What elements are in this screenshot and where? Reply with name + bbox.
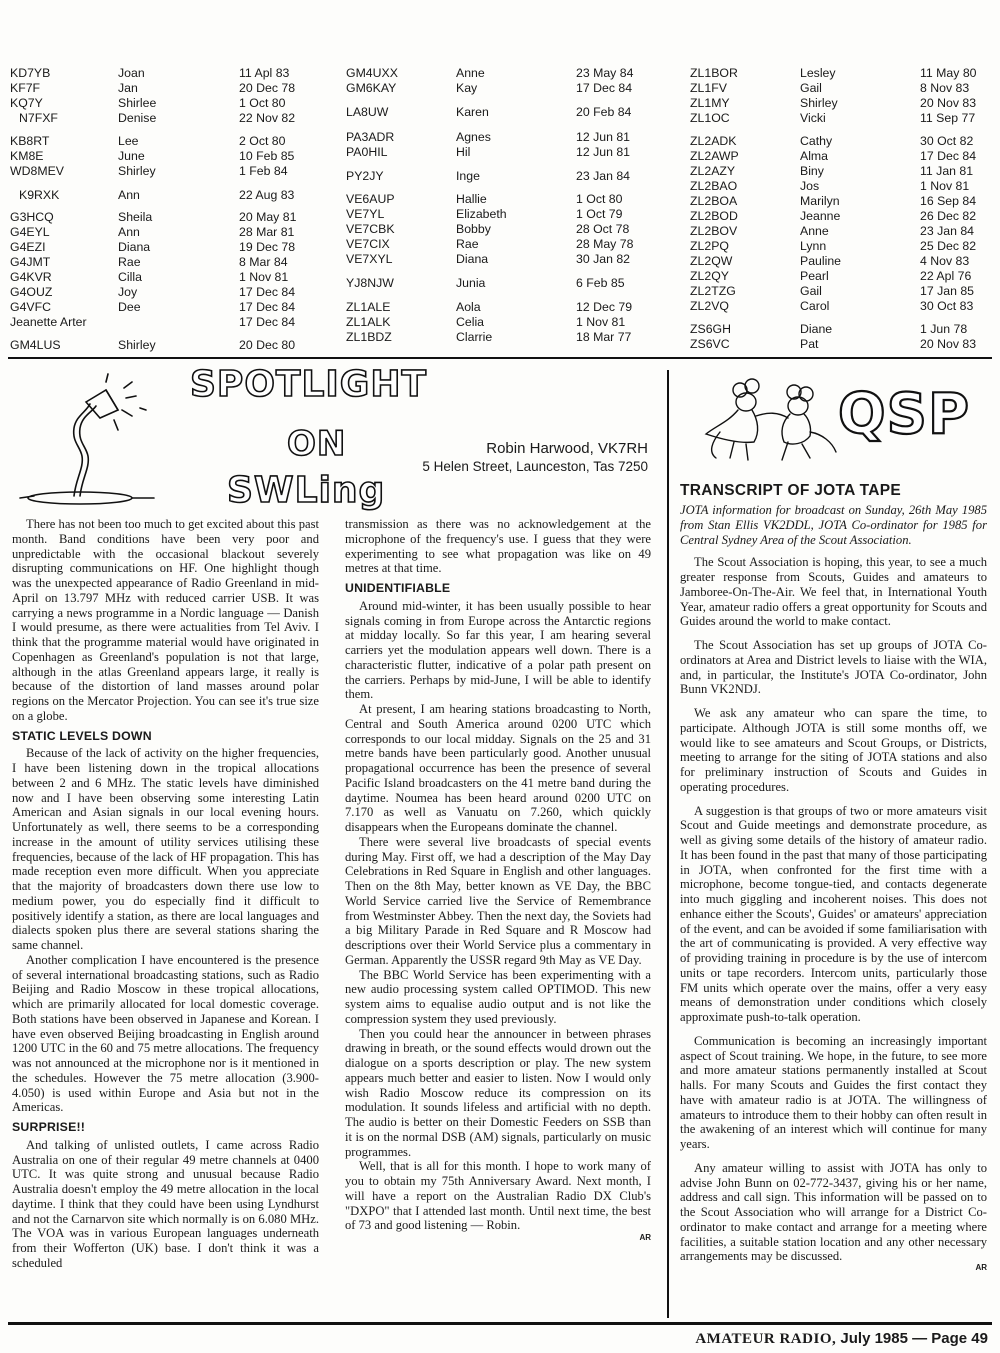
- callsign-call: KM8E: [10, 149, 44, 163]
- callsign-call: GM4LUS: [10, 338, 61, 352]
- callsign-call: YJ8NJW: [346, 276, 394, 290]
- article-intro: JOTA information for broadcast on Sunday, 26th May 1985 from Stan Ellis VK2DDL, JOTA Co-ordinator for 1985 for Central Sydney Area of the Scout Association.: [680, 503, 987, 547]
- callsign-date: 11 Apl 83: [239, 66, 290, 80]
- callsign-date: 1 Oct 79: [576, 207, 623, 221]
- callsign-call: ZL2BOA: [690, 194, 738, 208]
- callsign-name: Aola: [456, 300, 481, 314]
- callsign-date: 25 Dec 82: [920, 239, 977, 253]
- callsign-call: ZL2PQ: [690, 239, 729, 253]
- callsign-call: ZL1ALK: [346, 315, 391, 329]
- spotlight-column-1: [12, 517, 319, 1317]
- callsign-call: PA0HIL: [346, 145, 388, 159]
- callsign-date: 30 Oct 83: [920, 299, 974, 313]
- callsign-date: 1 Feb 84: [239, 164, 288, 178]
- qsp-body: [680, 503, 987, 1318]
- callsign-call: G3HCQ: [10, 210, 54, 224]
- callsign-call: ZL2ADK: [690, 134, 737, 148]
- callsign-name: Lynn: [800, 239, 827, 253]
- callsign-name: Dee: [118, 300, 141, 314]
- end-mark: AR: [975, 1263, 987, 1272]
- callsign-call: ZL2AZY: [690, 164, 736, 178]
- callsign-name: Biny: [800, 164, 824, 178]
- callsign-date: 1 Oct 80: [576, 192, 623, 206]
- callsign-name: Ann: [118, 188, 140, 202]
- callsign-name: Alma: [800, 149, 829, 163]
- callsign-date: 8 Mar 84: [239, 255, 288, 269]
- callsign-call: ZL2AWP: [690, 149, 739, 163]
- callsign-call: G4KVR: [10, 270, 52, 284]
- callsign-call: VE6AUP: [346, 192, 395, 206]
- author-name: Robin Harwood, VK7RH: [486, 440, 648, 457]
- callsign-call: KD7YB: [10, 66, 51, 80]
- callsign-date: 1 Oct 80: [239, 96, 286, 110]
- callsign-call: KF7F: [10, 81, 41, 95]
- callsign-date: 18 Mar 77: [576, 330, 632, 344]
- callsign-name: Pearl: [800, 269, 829, 283]
- callsign-name: Rae: [118, 255, 141, 269]
- callsign-date: 12 Dec 79: [576, 300, 633, 314]
- banner-on: ON: [287, 424, 347, 464]
- callsign-name: Anne: [800, 224, 829, 238]
- body-paragraph: transmission as there was no acknowledgement at the microphone of the frequency's use. I guess that they were experimenting to see what propagation was like on 49 metres at that time.: [345, 517, 651, 576]
- body-paragraph: Then you could hear the announcer in between phrases drawing in breath, or the sound effects would drown out the dialogue on a sports description or play. The new system appears much better and easier to listen. Now I would only wish Radio Moscow reduce its compression on its modulation. It sounds lifeless and artificial with no depth. The audio is better on their Domestic Feeders on SSB than it is on the normal DSB (AM) signals, particularly on music programmes.: [345, 1026, 651, 1159]
- callsign-call: GM4UXX: [346, 66, 398, 80]
- callsign-call: WD8MEV: [10, 164, 64, 178]
- callsign-date: 2 Oct 80: [239, 134, 286, 148]
- callsign-name: Hallie: [456, 192, 487, 206]
- callsign-date: 26 Dec 82: [920, 209, 977, 223]
- body-paragraph: At present, I am hearing stations broadcasting to North, Central and South America around 0200 UTC which corresponds to our local midday. Signals on the 25 and 31 metre bands have been particularly good. Another unusual propagational occurrence has been the presence of several Pacific Island broadcasters on the 41 metre band during the daytime. Noumea has been heard around 0200 UTC on 7.170 as well as Vanuatu on 7.260, which quickly disappears when the Europeans dominate the channel.: [345, 702, 651, 834]
- body-paragraph: Around mid-winter, it has been usually possible to hear signals coming in from Europe across the Antarctic regions at midday locally. So far this year, I am hearing several carriers yet the modulation appears well down. There is a characteristic flutter, indicative of a polar path present on the carriers. Perhaps by mid-June, I will be able to identify them.: [345, 598, 651, 702]
- callsign-name: Jos: [800, 179, 820, 193]
- section-heading: SURPRISE!!: [12, 1120, 86, 1134]
- callsign-call: ZL1BOR: [690, 66, 738, 80]
- column-divider: [667, 370, 669, 1318]
- callsign-name: Elizabeth: [456, 207, 507, 221]
- body-paragraph: The Scout Association has set up groups of JOTA Co-ordinators at Area and District levels to liaise with the WIA, and, in particular, the Institute's JOTA Co-ordinator, John Bunn VK2NDJ.: [680, 638, 987, 697]
- body-paragraph: We ask any amateur who can spare the time, to participate. Although JOTA is still some months off, we would like to see amateurs and Scout Groups, or Districts, meeting to arrange for the siting of JOTA stations and also for preliminary instruction of Scouts and Guides in operating procedures.: [680, 706, 987, 794]
- callsign-call: VE7CBK: [346, 222, 395, 236]
- callsign-name: Diana: [118, 240, 151, 254]
- callsign-name: Celia: [456, 315, 485, 329]
- callsign-date: 20 Nov 83: [920, 96, 977, 110]
- callsign-call: ZL2TZG: [690, 284, 736, 298]
- dancing-mice-illustration: [698, 372, 840, 470]
- callsign-date: 11 Sep 77: [920, 111, 976, 125]
- callsign-name: Hil: [456, 145, 471, 159]
- callsign-name: Cilla: [118, 270, 142, 284]
- callsign-column-2: [346, 66, 646, 356]
- callsign-date: 11 May 80: [920, 66, 977, 80]
- body-paragraph: A suggestion is that groups of two or more amateurs visit Scout and Guide meetings and demonstrate procedure, as well as giving some details of the history of amateur radio. It has been found in the past that many of those participating in JOTA, when confronted for the first time with a microphone, become tongue-tied, and contacts degenerate into much giggling and incoherent noises. This does not enhance either the Scouts', Guides' or amateurs' appreciation of the event, and can be avoided if some familiarisation with the art of communicating is provided. A very effective way of providing training in procedure is by the use of intercom units or tape recorders. Intercom units, particularly those FM units which operate over the mains, offer a very easy means of demonstration under conditions which closely approximate push-to-talk operation.: [680, 803, 987, 1024]
- callsign-date: 17 Dec 84: [576, 81, 633, 95]
- callsign-name: Jeanne: [800, 209, 841, 223]
- callsign-call: G4VFC: [10, 300, 51, 314]
- callsign-date: 17 Dec 84: [920, 149, 977, 163]
- body-paragraph: Communication is becoming an increasingly important aspect of Scout training. We hope, in the future, to see more and more amateur stations permanently installed at Scout halls. For many Scouts and Guides the first contact they have with amateur radio is at JOTA. The willingness of amateurs to introduce them to their hobby can often result in the awakening of an interest which will continue for many years.: [680, 1033, 987, 1151]
- callsign-name: Denise: [118, 111, 157, 125]
- callsign-call: Jeanette Arter: [10, 315, 87, 329]
- callsign-column-3: [690, 66, 990, 356]
- callsign-name: Karen: [456, 105, 489, 119]
- callsign-name: Ann: [118, 225, 140, 239]
- page-footer: [695, 1330, 988, 1348]
- callsign-name: Anne: [456, 66, 485, 80]
- callsign-call: ZL2VQ: [690, 299, 729, 313]
- callsign-date: 28 Mar 81: [239, 225, 295, 239]
- callsign-call: GM6KAY: [346, 81, 397, 95]
- callsign-date: 22 Aug 83: [239, 188, 295, 202]
- callsign-date: 30 Jan 82: [576, 252, 631, 266]
- callsign-name: Joan: [118, 66, 145, 80]
- callsign-date: 11 Jan 81: [920, 164, 974, 178]
- callsign-call: ZS6VC: [690, 337, 730, 351]
- callsign-name: Vicki: [800, 111, 826, 125]
- callsign-date: 17 Dec 84: [239, 300, 296, 314]
- callsign-call: G4EYL: [10, 225, 50, 239]
- magazine-name: AMATEUR RADIO,: [695, 1331, 837, 1347]
- callsign-call: ZL1BDZ: [346, 330, 392, 344]
- callsign-call: ZS6GH: [690, 322, 731, 336]
- callsign-date: 1 Nov 81: [920, 179, 970, 193]
- section-heading: UNIDENTIFIABLE: [345, 581, 451, 595]
- callsign-name: Pat: [800, 337, 819, 351]
- callsign-date: 20 Dec 80: [239, 338, 296, 352]
- body-paragraph: Any amateur willing to assist with JOTA has only to advise John Bunn on 02-772-3437, giving his or her name, address and call sign. This information will be passed on to the Scout Association who will arrange for a District Co-ordinator to make contact and arrange for a meeting where facilities, a suitable station location and any other necessary arrangements may be discussed.: [680, 1160, 987, 1264]
- end-mark: AR: [639, 1233, 651, 1242]
- callsign-call: ZL1OC: [690, 111, 730, 125]
- callsign-name: Agnes: [456, 130, 491, 144]
- callsign-date: 23 Jan 84: [920, 224, 975, 238]
- callsign-call: ZL2QW: [690, 254, 733, 268]
- author-address: 5 Helen Street, Launceston, Tas 7250: [422, 459, 648, 474]
- callsign-date: 8 Nov 83: [920, 81, 970, 95]
- callsign-date: 1 Nov 81: [239, 270, 289, 284]
- issue-info: July 1985 — Page 49: [836, 1330, 988, 1347]
- callsign-name: Cathy: [800, 134, 833, 148]
- body-paragraph: There has not been too much to get excited about this past month. Band conditions have been very poor and unpredictable with the occasional blackout severely disrupting communications on HF. One highlight though was the unexpected appearance of Radio Greenland in mid-April on 13.797 MHz with reduced carrier USB. It was carrying a news programme in a Nordic language — Danish I would presume, as there were actualities from Tel Aviv. I think that the programme material would have originated in Copenhagen as Greenland's population is not that large, although in the atlas Greenland appears large, it really is because of the distortion of land masses around polar regions on the Mercator Projection. You can see it's true size on a globe.: [12, 517, 319, 723]
- callsign-call: G4EZI: [10, 240, 46, 254]
- callsign-name: Shirley: [800, 96, 838, 110]
- callsign-call: ZL1FV: [690, 81, 727, 95]
- article-title: TRANSCRIPT OF JOTA TAPE: [680, 482, 902, 499]
- callsign-date: 20 May 81: [239, 210, 297, 224]
- spotlight-column-2: [345, 517, 651, 1317]
- callsign-date: 12 Jun 81: [576, 130, 631, 144]
- body-paragraph: The BBC World Service has been experimenting with a new audio processing system called OPTIMOD. This new system aims to equalise audio output and is not like the compression system they used previously.: [345, 967, 651, 1026]
- callsign-name: Jan: [118, 81, 138, 95]
- callsign-date: 22 Nov 82: [239, 111, 296, 125]
- callsign-call: ZL2BAO: [690, 179, 738, 193]
- body-paragraph: The Scout Association is hoping, this year, to see a much greater response from Scouts, Guides and amateurs to Jamboree-On-The-Air. We feel that, in International Youth Year, amateur radio offers a great opportunity for Scouts and Guides around the world to make contact.: [680, 555, 987, 629]
- callsign-name: Joy: [118, 285, 138, 299]
- callsign-call: VE7CIX: [346, 237, 390, 251]
- callsign-call: ZL2QY: [690, 269, 729, 283]
- callsign-call: ZL2BOD: [690, 209, 738, 223]
- callsign-call: G4JMT: [10, 255, 51, 269]
- callsign-date: 6 Feb 85: [576, 276, 625, 290]
- callsign-date: 12 Jun 81: [576, 145, 631, 159]
- banner-swling: SWLing: [227, 470, 386, 511]
- body-paragraph: Because of the lack of activity on the higher frequencies, I have been listening down in the tropical allocations between 2 and 6 MHz. The static levels have diminished now and I have been observing some interesting Latin American and Asian signals in our local evening hours. Unfortunately as well, there seems to be a corresponding increase in the amount of utility services utilising these frequencies, because of the lack of HF propagation. This has made reception even more difficult. When you appreciate that the majority of broadcasters down there use low to medium power, you do especially find it difficult to positively identify a station, as there are local languages and dialects spoken plus there are several stations sharing the same channel.: [12, 746, 319, 952]
- callsign-date: 17 Dec 84: [239, 285, 296, 299]
- callsign-name: Lesley: [800, 66, 836, 80]
- author-byline: [422, 440, 648, 476]
- callsign-name: Shirley: [118, 338, 156, 352]
- callsign-name: Carol: [800, 299, 830, 313]
- callsign-call: VE7YL: [346, 207, 385, 221]
- callsign-name: Gail: [800, 284, 822, 298]
- callsign-name: Inge: [456, 169, 480, 183]
- footer-rule: [8, 1322, 992, 1325]
- callsign-name: Shirley: [118, 164, 156, 178]
- callsign-name: Shirlee: [118, 96, 157, 110]
- section-heading: STATIC LEVELS DOWN: [12, 728, 152, 743]
- callsign-date: 30 Oct 82: [920, 134, 974, 148]
- callsign-name: Lee: [118, 134, 139, 148]
- callsign-date: 20 Feb 84: [576, 105, 632, 119]
- body-paragraph: And talking of unlisted outlets, I came across Radio Australia on one of their regular 49 metre channels at 0400 UTC. It was quite strong and unusual because Radio Australia doesn't employ the 49 metre allocation in the local daytime. I think that they could have been using Lyndhurst and not the Carnarvon site which normally is on 6.080 MHz. The VOA was in various European languages underneath from their Wofferton (UK) base. I don't think it was a scheduled: [12, 1137, 319, 1270]
- callsign-date: 28 Oct 78: [576, 222, 630, 236]
- callsign-name: Sheila: [118, 210, 153, 224]
- callsign-date: 1 Nov 81: [576, 315, 626, 329]
- callsign-date: 28 May 78: [576, 237, 634, 251]
- callsign-date: 17 Dec 84: [239, 315, 296, 329]
- callsign-date: 20 Dec 78: [239, 81, 296, 95]
- callsign-date: 20 Nov 83: [920, 337, 977, 351]
- callsign-name: Diana: [456, 252, 489, 266]
- callsign-call: KQ7Y: [10, 96, 43, 110]
- callsign-date: 1 Jun 78: [920, 322, 968, 336]
- table-bottom-rule: [8, 357, 992, 359]
- callsign-call: KB8RT: [10, 134, 50, 148]
- lamp-illustration: [14, 368, 174, 508]
- callsign-name: Kay: [456, 81, 478, 95]
- callsign-call: G4OUZ: [10, 285, 53, 299]
- callsign-date: 4 Nov 83: [920, 254, 970, 268]
- body-paragraph: There were several live broadcasts of special events during May. First off, we had a description of the May Day Celebrations in Red Square in English and other languages. Then on the 8th May, better known as VE Day, the BBC World Service carried live the Service of Remembrance from Westminster Abbey. Then the next day, the Soviets had a big Military Parade in Red Square and R Moscow had descriptions over their World Service plus a commentary in German. Apparently the USSR regard 9th May as VE Day.: [345, 834, 651, 967]
- callsign-call: ZL2BOV: [690, 224, 738, 238]
- callsign-call: VE7XYL: [346, 252, 393, 266]
- callsign-call: LA8UW: [346, 105, 389, 119]
- callsign-date: 23 Jan 84: [576, 169, 631, 183]
- callsign-name: Marilyn: [800, 194, 840, 208]
- callsign-name: Diane: [800, 322, 833, 336]
- callsign-date: 22 Apl 76: [920, 269, 972, 283]
- callsign-name: Bobby: [456, 222, 491, 236]
- callsign-call: ZL1MY: [690, 96, 730, 110]
- callsign-call: PY2JY: [346, 169, 384, 183]
- callsign-date: 10 Feb 85: [239, 149, 295, 163]
- callsign-date: 17 Jan 85: [920, 284, 975, 298]
- callsign-date: 23 May 84: [576, 66, 634, 80]
- callsign-name: Rae: [456, 237, 479, 251]
- callsign-call: K9RXK: [19, 188, 60, 202]
- callsign-date: 16 Sep 84: [920, 194, 977, 208]
- banner-qsp: QSP: [838, 382, 970, 447]
- callsign-call: N7FXF: [19, 111, 58, 125]
- callsign-column-1: [10, 66, 310, 356]
- callsign-name: June: [118, 149, 145, 163]
- callsign-call: ZL1ALE: [346, 300, 391, 314]
- callsign-name: Pauline: [800, 254, 842, 268]
- callsign-name: Junia: [456, 276, 486, 290]
- body-paragraph: Well, that is all for this month. I hope to work many of you to obtain my 75th Anniversary Award. Next month, I will have a report on the Australian Radio DX Club's "DXPO" that I attended last month. Until next time, the best of 73 and good listening — Robin.: [345, 1159, 651, 1233]
- callsign-call: PA3ADR: [346, 130, 395, 144]
- callsign-date: 19 Dec 78: [239, 240, 296, 254]
- body-paragraph: Another complication I have encountered is the presence of several international broadcasting stations, such as Radio Beijing and Radio Moscow in these tropical allocations, which are primarily allocated for local domestic coverage. Both stations have been observed in Japanese and Korean. I have even observed Beijing broadcasting in English around 1200 UTC in the 60 and 75 metre allocations. The frequency was not announced at the microphone nor is it mentioned in the schedules. However the 75 metre allocation (3.900-4.050) is used within Europe and Asia but not in the Americas.: [12, 952, 319, 1115]
- callsign-name: Clarrie: [456, 330, 493, 344]
- callsign-name: Gail: [800, 81, 822, 95]
- banner-spotlight: SPOTLIGHT: [190, 364, 428, 405]
